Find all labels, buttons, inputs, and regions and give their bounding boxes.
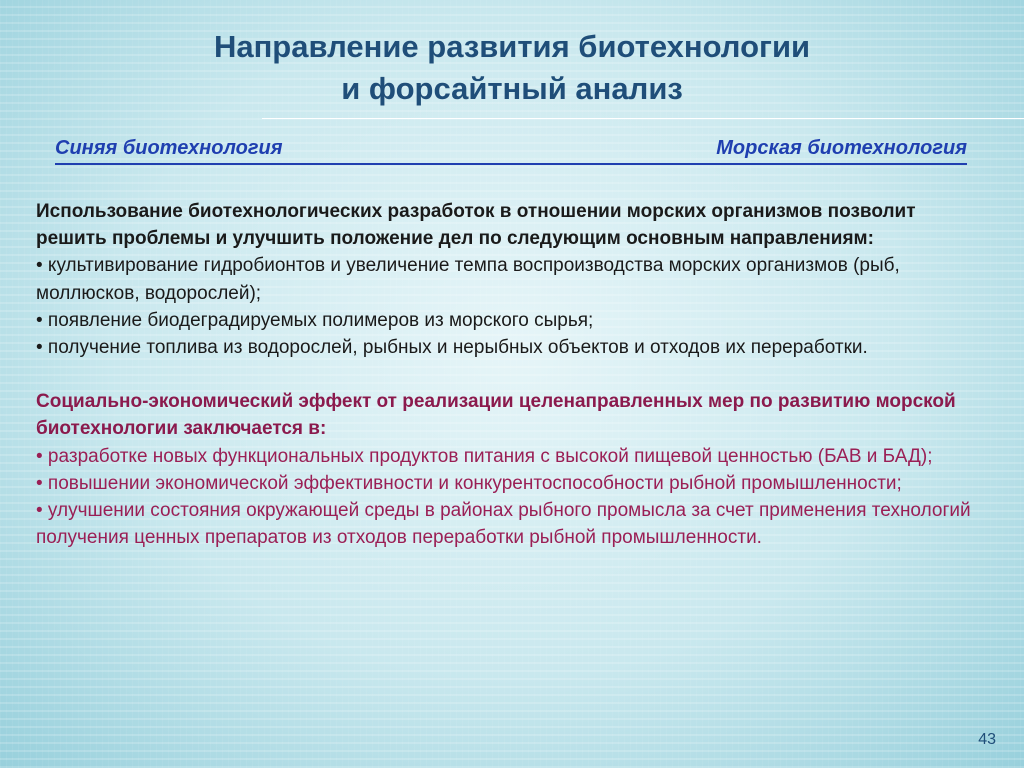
directions-bullet-1: • культивирование гидробионтов и увеличение темпа воспроизводства морских организмов (рыб, моллюсков, водорослей); xyxy=(36,255,900,304)
section-directions xyxy=(36,198,986,361)
social-effect-bullet-3: • улучшении состояния окружающей среды в районах рыбного промысла за счет применения технологий получения ценных препаратов из отходов переработки рыбной промышленности. xyxy=(36,500,971,549)
social-effect-bullet-1: • разработке новых функциональных продуктов питания с высокой пищевой ценностью (БАВ и БАД); xyxy=(36,445,933,467)
title-divider xyxy=(262,118,1024,119)
slide-title-line-1: Направление развития биотехнологии xyxy=(213,29,811,64)
slide-title-line-2: и форсайтный анализ xyxy=(341,71,683,106)
page-number: 43 xyxy=(978,731,996,748)
slide-title xyxy=(0,26,1024,110)
social-effect-lead: Социально-экономический эффект от реализации целенаправленных мер по развитию морской биотехнологии заключается в: xyxy=(36,391,956,440)
subtitle-row xyxy=(55,133,967,165)
directions-bullet-3: • получение топлива из водорослей, рыбных и нерыбных объектов и отходов их переработки. xyxy=(36,337,868,359)
slide-body xyxy=(36,198,986,551)
subtitle-blue-biotech: Синяя биотехнология xyxy=(55,137,283,159)
directions-lead: Использование биотехнологических разработок в отношении морских организмов позволит решить проблемы и улучшить положение дел по следующим основным направлениям: xyxy=(36,201,916,250)
social-effect-bullet-2: • повышении экономической эффективности и конкурентоспособности рыбной промышленности; xyxy=(36,472,902,494)
directions-bullet-2: • появление биодеградируемых полимеров из морского сырья; xyxy=(36,309,594,331)
section-social-effect xyxy=(36,388,986,551)
subtitle-marine-biotech: Морская биотехнология xyxy=(716,137,967,159)
